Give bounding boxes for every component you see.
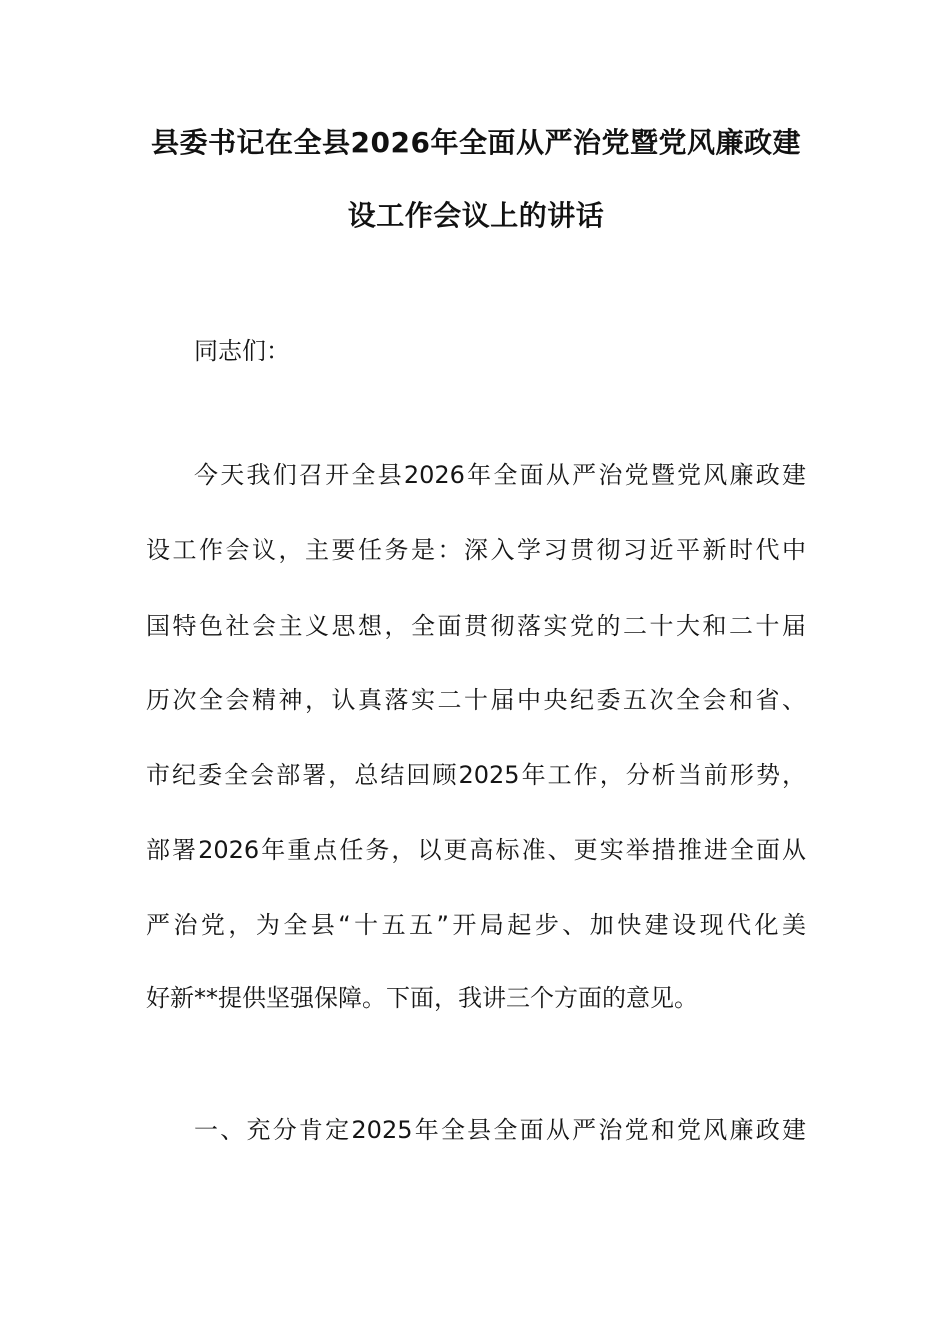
paragraph-1-line-3: 国特色社会主义思想，全面贯彻落实党的二十大和二十届 (146, 612, 806, 640)
paragraph-1-line-4: 历次全会精神，认真落实二十届中央纪委五次全会和省、 (146, 686, 806, 714)
paragraph-1-line-1: 今天我们召开全县2026年全面从严治党暨党风廉政建 (194, 461, 806, 489)
document-title-line-1: 县委书记在全县2026年全面从严治党暨党风廉政建 (151, 126, 801, 159)
paragraph-1-line-6: 部署2026年重点任务，以更高标准、更实举措推进全面从 (146, 836, 806, 864)
paragraph-1-line-2: 设工作会议，主要任务是：深入学习贯彻习近平新时代中 (146, 536, 806, 564)
paragraph-1-line-5: 市纪委全会部署，总结回顾2025年工作，分析当前形势， (146, 761, 806, 789)
section-1-heading: 一、充分肯定2025年全县全面从严治党和党风廉政建 (194, 1116, 806, 1144)
paragraph-1-line-7: 严治党，为全县“十五五”开局起步、加快建设现代化美 (146, 911, 806, 939)
salutation: 同志们： (194, 337, 290, 365)
document-title-line-2: 设工作会议上的讲话 (347, 199, 605, 232)
paragraph-1-line-8: 好新**提供坚强保障。下面，我讲三个方面的意见。 (146, 984, 698, 1012)
